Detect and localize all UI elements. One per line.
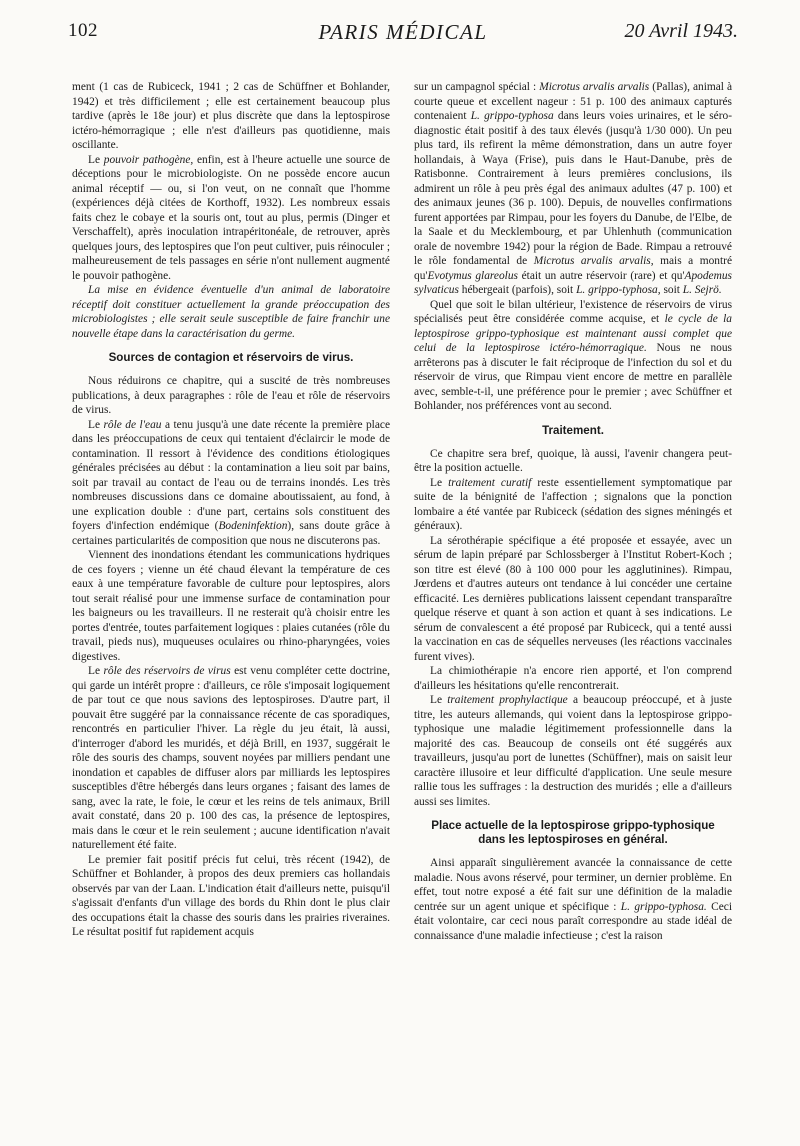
- paragraph: Le pouvoir pathogène, enfin, est à l'heure actuelle une source de déceptions pour le microbiologiste. On ne possède encore aucun animal réceptif — ou, si l'on veut, on ne connaît que l'homme (expériences déjà citées de Korthoff, 1932). Les nombreux essais faits chez le cobaye et la souris ont, tout au plus, permis (Dinger et Verschaffelt), après inoculation intrapéritonéale, de retrouver, après quelques jours, des leptospires que l'on peut cultiver, puis réinoculer ; malheureusement de tels passages en série n'ont nullement augmenté le pouvoir pathogène.: [72, 153, 391, 282]
- section-heading: Traitement.: [542, 423, 604, 437]
- paragraph: Ainsi apparaît singulièrement avancée la connaissance de cette maladie. Nous avons réservé, pour terminer, un dernier problème. En effet, tout notre exposé a été fait sur une définition de la maladie centrée sur un agent unique et spécifique : L. grippo-typhosa. Ceci était volontaire, car ceci nous paraît correspondre au stade idéal de connaissance d'une maladie infectieuse ; c'est la raison: [414, 857, 732, 942]
- paragraph: Viennent des inondations étendant les communications hydriques de ces foyers ; vienne un été chaud élevant la température de ces eaux à une température favorable de culture pour leptospires, alors tout serait réalisé pour une immense surface de contamination pour les baigneurs ou les travailleurs. Il ne resterait qu'à choisir entre les portes d'entrée, toutes parfaitement logiques : plaies cutanées (rôle du travail, pieds nus), muqueuses oculaires ou rhino-pharyngées, voies digestives.: [72, 549, 390, 663]
- emphasis: le cycle de la leptospirose grippo-typhosique est maintenant aussi complet que celui de la leptospirose ictéro-hémorragique.: [414, 313, 733, 354]
- paragraph: Le rôle de l'eau a tenu jusqu'à une date récente la première place dans les préoccupations de ceux qui tentaient d'éclaircir le mode de contamination. Il ressort à l'évidence des conditions étiologiques générales précisées au début : la contamination a lieu soit par bains, soit par travail au contact de l'eau ou de terrains inondés. Les très nombreuses discussions dans ce domaine aboutissaient, au fond, à une explication double : d'une part, certains sols constituent des foyers d'infection endémique (Bodeninfektion), sans doute grâce à certaines particularités de composition que nous ne discuterons pas.: [72, 418, 390, 547]
- running-header: [68, 20, 738, 56]
- paragraph: sur un campagnol spécial : Microtus arvalis arvalis (Pallas), animal à courte queue et excellent nageur : 51 p. 100 des animaux capturés contenaient L. grippo-typhosa dans leurs voies urinaires, et le séro-diagnostic était positif à des taux élevés (jusqu'à 1/30 000). Un peu plus tard, ils refirent la même démonstration, dans un autre foyer hollandais, à Waya (Frise), puis dans le Haut-Danube, près de Ratisbonne. Contrairement à leurs premières conclusions, ils admirent un rôle à peu près égal des animaux adultes (47 p. 100) et des animaux jeunes (36 p. 100). Depuis, de nouvelles confirmations furent apportées par Rimpau, pour les foyers du Danube, de l'Elbe, de la Saale et du Mecklembourg, et par Uhlenhuth (communication orale de novembre 1942) pour la région de Bade. Rimpau a retrouvé le rôle fondamental de Microtus arvalis arvalis, mais a montré qu'Evotymus glareolus était un autre réservoir (rare) et qu'Apodemus sylvaticus hébergeait (parfois), soit L. grippo-typhosa, soit L. Sejrö.: [414, 81, 733, 296]
- page-number: 102: [68, 20, 98, 41]
- issue-date: 20 Avril 1943.: [624, 20, 738, 42]
- term: rôle des réservoirs de virus: [103, 665, 231, 677]
- term: Bodeninfektion: [218, 520, 288, 532]
- paragraph: Ce chapitre sera bref, quoique, là aussi, l'avenir changera peut-être la position actuelle.: [414, 447, 732, 474]
- paragraph: ment (1 cas de Rubiceck, 1941 ; 2 cas de Schüffner et Bohlander, 1942) et très difficilement ; elle est certainement beaucoup plus tardive (après le 18e jour) et plus discrète que dans la leptospirose ictéro-hémorragique ; elle n'est d'ailleurs pas quotidienne, mais oscillante.: [72, 81, 390, 151]
- term: traitement curatif: [448, 476, 532, 489]
- paragraph: Le traitement prophylactique a beaucoup préoccupé, et à juste titre, les auteurs allemands, qui voient dans la leptospirose grippo-typhosique une maladie légitimement professionnelle dans la majorité des cas. Beaucoup de conseils ont été suggérés aux travailleurs, jusqu'au port de lunettes (Schüffner), mais on saisit leur caractère illusoire et leur difficulté d'application. Une seule mesure rallie tous les suffrages : la destruction des muridés ; elle a d'ailleurs aussi ses limites.: [414, 694, 732, 808]
- paragraph: La chimiothérapie n'a encore rien apporté, et l'on comprend d'ailleurs les hésitations qu'elle rencontrerait.: [414, 665, 732, 692]
- journal-title: PARIS MÉDICAL: [318, 20, 488, 44]
- paragraph: Quel que soit le bilan ultérieur, l'existence de réservoirs de virus spécialisés peut être considérée comme acquise, et le cycle de la leptospirose grippo-typhosique est maintenant aussi complet que celui de la leptospirose ictéro-hémorragique. Nous ne nous arrêterons pas à discuter le fait réciproque de l'infection du sol et du réservoir de virus, que Rimpau vient encore de mettre en parallèle avec, semble-t-il, une préférence pour le premier ; avec Schüffner et Bohlander, nos préférences vont au second.: [414, 298, 733, 412]
- term: pouvoir pathogène,: [103, 153, 194, 166]
- section-heading: Place actuelle de la leptospirose grippo-typhosique dans les leptospiroses en général.: [431, 819, 715, 846]
- term: L. grippo-typhosa.: [620, 900, 707, 913]
- paragraph: La mise en évidence éventuelle d'un animal de laboratoire réceptif doit constituer actuellement la grande préoccupation des microbiologistes ; elle serait seule susceptible de faire franchir une nouvelle étape dans la caractérisation du germe.: [72, 284, 390, 340]
- paragraph: Le rôle des réservoirs de virus est venu compléter cette doctrine, qui garde un intérêt propre : d'ailleurs, ce rôle s'imposait logiquement de par tout ce que nous savions des leptospiroses. D'autre part, il pouvait être suggéré par la connaissance récente de cas sporadiques, rencontrés en particulier l'hiver. La règle du jeu était, là aussi, d'interroger d'abord les muridés, et déjà Brill, en 1937, suggérait le rôle des souris des champs, souvent noyées par milliers pendant une inondation et capables de diffuser alors par milliards les leptospires susceptibles d'être hébergés dans leurs organes ; faisant des lames de sang, avec la rate, le foie, le cœur et les reins de tels animaux, Brill avait constaté, dans 20 p. 100 des cas, la présence de leptospires, mais dans le cœur et le rein seulement ; aucune identification n'avait naturellement été faite.: [72, 665, 391, 851]
- right-column: [414, 80, 732, 943]
- paragraph: Le premier fait positif précis fut celui, très récent (1942), de Schüffner et Bohlander, à propos des deux premiers cas hollandais observés par van der Laan. L'indication était d'ailleurs nette, puisqu'il s'agissait d'enfants d'un village des bords du Rhin dont le plus clair des occupations était la chasse des souris dans les prairies riveraines. Le résultat positif fut rapidement acquis: [72, 853, 390, 938]
- left-column: [72, 80, 390, 940]
- section-heading: Sources de contagion et réservoirs de virus.: [108, 351, 354, 364]
- term: traitement prophylactique: [447, 694, 568, 706]
- paragraph: La sérothérapie spécifique a été proposée et essayée, avec un sérum de lapin préparé par Schlossberger à l'Institut Robert-Koch ; son titre est élevé (80 à 100 000 pour les agglutinines). Rimpau, Jœrdens et d'autres auteurs ont tendance à lui concéder une certaine efficacité. Les dernières publications laissent cependant transparaître quelque réserve et quant à son action et quant à ses indications. Le sérum de convalescent a été proposé par Rubiceck, qui a tenté aussi la vaccination en cas de séquelles nerveuses (les réactions vaccinales furent vives).: [414, 534, 732, 663]
- term: rôle de l'eau: [103, 418, 162, 431]
- paragraph: Nous réduirons ce chapitre, qui a suscité de très nombreuses publications, à deux paragraphes : rôle de l'eau et rôle de réservoirs de virus.: [72, 375, 390, 416]
- paragraph: Le traitement curatif reste essentiellement symptomatique par suite de la bénignité de l'affection ; signalons que la ponction lombaire a été vantée par Rubiceck (sédation des signes méningés et généraux).: [414, 476, 732, 532]
